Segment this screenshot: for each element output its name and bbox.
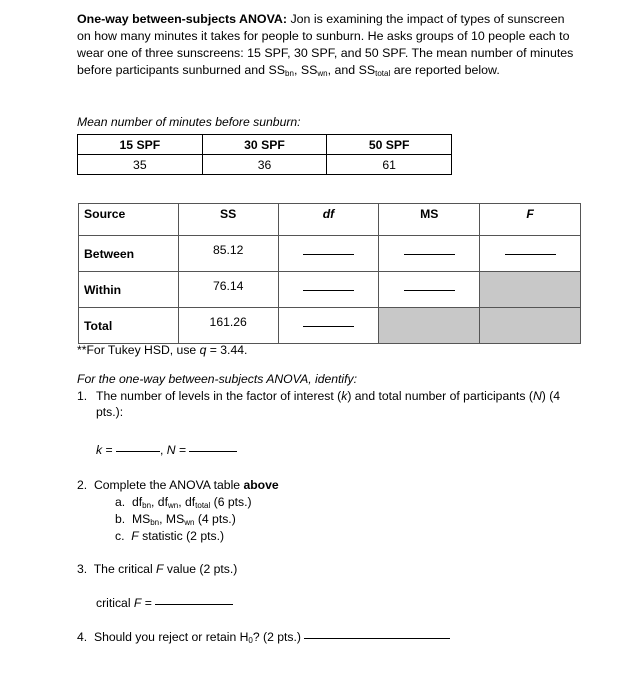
anova-header-source: Source [79,204,179,236]
row-label: Total [79,308,179,344]
shaded-cell [480,308,581,344]
question-1: 1. The number of levels in the factor of interest (k) and total number of participants (N) (4 pts.): [77,389,561,419]
anova-row-between [79,236,581,272]
anova-header-ss: SS [178,204,278,236]
means-header: 30 SPF [202,135,327,155]
ms-between-blank[interactable] [379,236,480,272]
f-blank[interactable] [480,236,581,272]
anova-header-row [79,204,581,236]
problem-intro: One-way between-subjects ANOVA: Jon is examining the impact of types of sunscreen on how many minutes it takes for people to sunburn. He asks groups of 10 people each to wear one of three sunscreens: 15 SPF, 30 SPF, and 50 SPF. The mean number of minutes before participants sunburned and $SS_{bn}$, $SS_{wn}$, and $SS_{total}$ are reported below. [77,12,574,78]
question-2a: a. $df_{bn}$, $df_{wn}$, $df_{total}$ (6 pts.) [115,495,252,510]
k-n-answer-line: k = , N = [96,443,237,457]
means-value: 61 [327,155,452,175]
question-2c: c. F statistic (2 pts.) [115,529,225,543]
ms-within-blank[interactable] [379,272,480,308]
critical-f-answer-line: critical F = [96,596,233,610]
means-header: 50 SPF [327,135,452,155]
shaded-cell [379,308,480,344]
critical-f-blank[interactable] [155,603,233,605]
tukey-note: **For Tukey HSD, use q = 3.44. [77,343,248,357]
question-3: 3. The critical F value (2 pts.) [77,562,238,576]
ss-value: 85.12 [178,236,278,272]
question-2: 2. Complete the ANOVA table above a. $df_{bn}$, $df_{wn}$, $df_{total}$ (6 pts.) b. $MS_{bn}$, $MS_{wn}$ (4 pts.) c. F statistic (2 pts.) [77,478,279,543]
row-label: Between [79,236,179,272]
question-4: 4. Should you reject or retain $H_0$? (2 pts.) [77,630,450,644]
row-label: Within [79,272,179,308]
anova-header-df: df [278,204,379,236]
means-table [77,134,452,175]
means-value: 35 [78,155,203,175]
ss-value: 76.14 [178,272,278,308]
anova-header-f: F [480,204,581,236]
identify-instruction: For the one-way between-subjects ANOVA, identify: [77,372,357,386]
ss-value: 161.26 [178,308,278,344]
k-blank[interactable] [116,450,160,452]
anova-header-ms: MS [379,204,480,236]
problem-title: One-way between-subjects ANOVA: [77,12,287,26]
df-total-blank[interactable] [278,308,379,344]
question-2b: b. $MS_{bn}$, $MS_{wn}$ (4 pts.) [115,512,236,527]
df-within-blank[interactable] [278,272,379,308]
anova-row-within [79,272,581,308]
reject-retain-blank[interactable] [304,637,450,639]
anova-row-total [79,308,581,344]
means-caption: Mean number of minutes before sunburn: [77,115,301,129]
anova-table [78,203,581,344]
n-blank[interactable] [189,450,237,452]
means-header: 15 SPF [78,135,203,155]
shaded-cell [480,272,581,308]
df-between-blank[interactable] [278,236,379,272]
means-value: 36 [202,155,327,175]
